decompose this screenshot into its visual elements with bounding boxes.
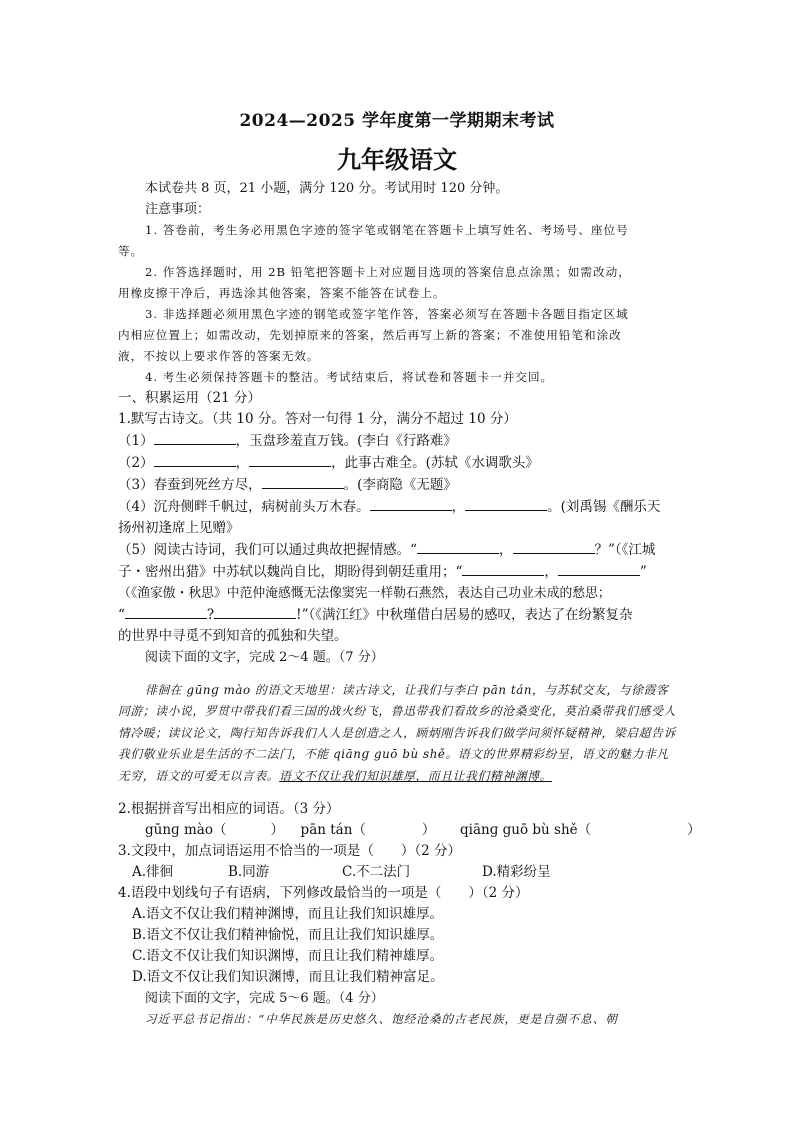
answer-blank[interactable] [125, 604, 207, 619]
q1-line-1: （1） ，玉盘珍羞直万钱。(李白《行路难》 [118, 430, 680, 452]
q4-stem: 4.语段中划线句子有语病，下列修改最恰当的一项是（ ）（2 分） [118, 885, 529, 902]
answer-blank[interactable] [465, 496, 547, 511]
answer-blank[interactable] [417, 539, 499, 554]
q1-line-4: （4）沉舟侧畔千帆过，病树前头万木春。 ， 。(刘禹锡《酬乐天 [118, 496, 680, 518]
q1-line-5c: （《渔家傲・秋思》中范仲淹感慨无法像窦宪一样勒石燕然，表达自己功业未成的愁思； [118, 586, 611, 601]
note-3-cont: 内相应位置上；如需改动，先划掉原来的答案，然后再写上新的答案；不准使用铅笔和涂改 [118, 328, 622, 342]
answer-blank[interactable] [154, 452, 236, 467]
q1-line-5b: 子・密州出猎》中苏轼以魏尚自比，期盼得到朝廷重用；“ ， ” [118, 561, 680, 583]
q2-pinyin-row: gūnɡ mào（ ） pān tán（ ） qiānɡ guō bù shě（ ） [145, 822, 701, 839]
answer-blank[interactable] [214, 604, 296, 619]
note-2: 2. 作答选择题时，用 2B 铅笔把答题卡上对应题目选项的答案信息点涂黑；如需改动， [145, 265, 631, 279]
note-4: 4. 考生必须保持答题卡的整洁。考试结束后，将试卷和答题卡一并交回。 [145, 370, 554, 384]
note-2-cont: 用橡皮擦干净后，再选涂其他答案，答案不能答在试卷上。 [118, 286, 446, 300]
note-1: 1. 答卷前，考生务必用黑色字迹的签字笔或钢笔在答题卡上填写姓名、考场号、座位号 [145, 223, 629, 237]
reading-passage-1: 徘徊在 gūnɡ mào 的语文天地里：读古诗文，让我们与李白 pān tán，与苏轼交友，与徐霞客同游；读小说，罗贯中带我们看三国的战火纷飞，鲁迅带我们看故乡的沧桑变化，莫泊桑带我们感受人情冷暖；读议论文，陶行知告诉我们人人是创造之人，顾炳刚告诉我们做学问须怀疑精神，梁启超告诉我们敬业乐业是生活的不二法门，不能 qiānɡ guō bù shě。语文的世界精彩纷呈，语文的魅力非凡无穷，语文的可爱无以言表。语文不仅让我们知识雄厚，而且让我们精神渊博。 [118, 682, 676, 783]
answer-blank[interactable] [249, 452, 331, 467]
q1-line-3: （3）春蚕到死丝方尽， 。(李商隐《无题》 [118, 474, 680, 496]
q3-options [118, 862, 680, 883]
q1-line-2: （2） ， ，此事古难全。(苏轼《水调歌头》 [118, 452, 680, 474]
option-a[interactable]: A.徘徊 [132, 864, 174, 881]
q1-stem: 1.默写古诗文。（共 10 分。答对一句得 1 分，满分不超过 10 分） [118, 411, 517, 427]
answer-blank[interactable] [370, 496, 452, 511]
note-3-end: 液，不按以上要求作答的答案无效。 [118, 349, 320, 363]
q4-option-d[interactable]: D.语文不仅让我们知识渊博，而且让我们精神富足。 [132, 969, 444, 986]
q2-stem: 2.根据拼音写出相应的词语。（3 分） [118, 801, 340, 818]
answer-blank[interactable] [462, 561, 544, 576]
answer-blank[interactable] [154, 430, 236, 445]
option-d[interactable]: D.精彩纷呈 [482, 864, 551, 881]
exam-body [118, 178, 701, 1030]
reading-intro-2: 阅读下面的文字，完成 5～6 题。（4 分） [145, 991, 384, 1007]
q1-line-5: （5）阅读古诗词，我们可以通过典故把握情感。“ ， ？”（《江城 [118, 539, 680, 561]
answer-blank[interactable] [513, 539, 595, 554]
answer-blank[interactable] [558, 561, 640, 576]
q1-line-4-cont: 扬州初逢席上见赠》 [118, 520, 240, 536]
option-b[interactable]: B.同游 [228, 864, 270, 881]
q4-option-b[interactable]: B.语文不仅让我们精神愉悦，而且让我们知识雄厚。 [132, 927, 444, 944]
note-3: 3. 非选择题必须用黑色字迹的钢笔或签字笔作答，答案必须写在答题卡各题目指定区域 [145, 307, 629, 321]
exam-title: 2024—2025 学年度第一学期期末考试 [239, 111, 555, 131]
section-title: 一、积累运用（21 分） [118, 390, 261, 406]
answer-blank[interactable] [262, 474, 344, 489]
underlined-sentence: 语文不仅让我们知识雄厚，而且让我们精神渊博。 [279, 768, 552, 783]
q3-stem: 3.文段中，加点词语运用不恰当的一项是（ ）（2 分） [118, 843, 462, 860]
exam-info: 本试卷共 8 页，21 小题，满分 120 分。考试用时 120 分钟。 [145, 181, 509, 196]
q4-option-c[interactable]: C.语文不仅让我们知识渊博，而且让我们精神雄厚。 [132, 948, 444, 965]
q4-option-a[interactable]: A.语文不仅让我们精神渊博，而且让我们知识雄厚。 [132, 906, 444, 923]
notes-title: 注意事项： [145, 202, 211, 217]
q1-line-5e: 的世界中寻觅不到知音的孤独和失望。 [118, 628, 348, 644]
option-c[interactable]: C.不二法门 [342, 864, 411, 881]
note-1-cont: 等。 [118, 244, 144, 258]
reading-passage-2: 习近平总书记指出：“中华民族是历史悠久、饱经沧桑的古老民族，更是自强不息、朝 [145, 1012, 618, 1027]
subject-title: 九年级语文 [337, 145, 457, 174]
q1-line-5d: “ ? !”（《满江红》中秋瑾借白居易的感叹，表达了在纷繁复杂 [118, 604, 680, 626]
reading-intro-1: 阅读下面的文字，完成 2～4 题。（7 分） [145, 650, 384, 665]
